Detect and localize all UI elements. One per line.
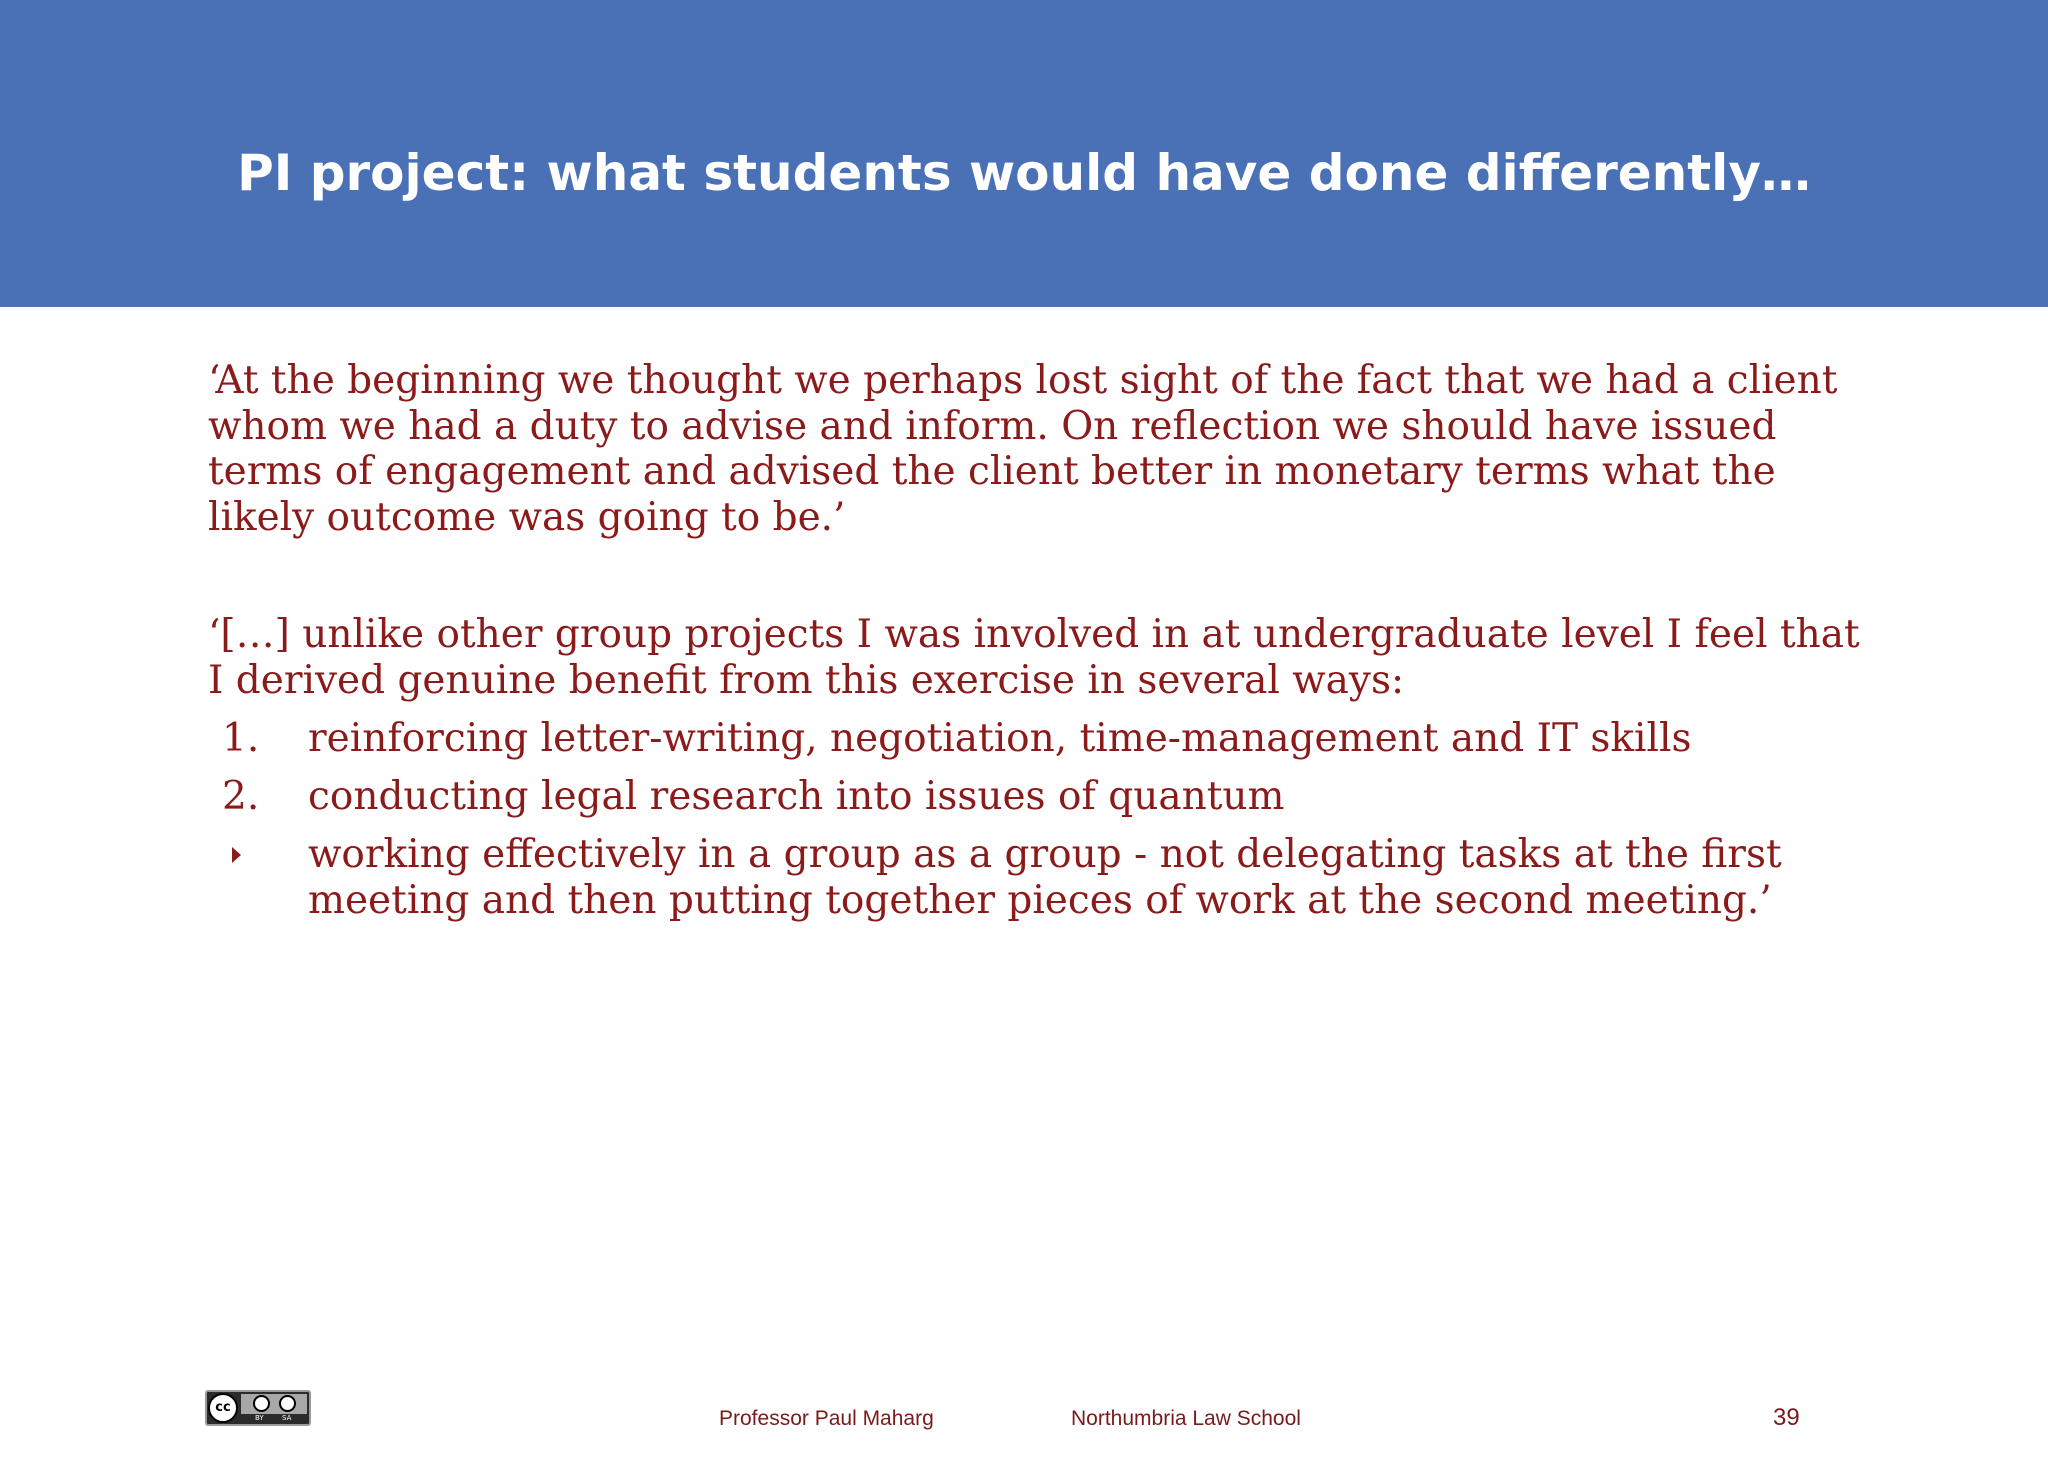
page-number: 39: [1773, 1404, 1800, 1431]
slide-title: PI project: what students would have done differently…: [237, 144, 1811, 202]
quote-line: I derived genuine benefit from this exercise in several ways:: [208, 657, 1405, 703]
quote-line: terms of engagement and advised the client better in monetary terms what the: [208, 449, 1776, 494]
quote-paragraph-2: [208, 612, 1988, 703]
creative-commons-license-icon: [205, 1390, 311, 1426]
cc-icon: cc: [208, 1393, 238, 1423]
attribution-icon: [253, 1395, 270, 1412]
quote-paragraph-1: [208, 358, 1988, 540]
list-item-text: reinforcing letter-writing, negotiation, time-management and IT skills: [308, 716, 1692, 761]
quote-line: whom we had a duty to advise and inform. On reflection we should have issued: [208, 403, 1777, 449]
by-label: BY: [255, 1414, 264, 1422]
title-banner: [0, 0, 2048, 307]
list-number: 1.: [222, 716, 260, 761]
license-panel: [241, 1394, 307, 1414]
quote-line: ‘[…] unlike other group projects I was involved in at undergraduate level I feel that: [208, 612, 1860, 657]
quote-line: likely outcome was going to be.’: [208, 494, 846, 540]
list-item-text: working effectively in a group as a group - not delegating tasks at the first: [308, 832, 1782, 877]
footer-school: Northumbria Law School: [1071, 1407, 1301, 1430]
footer-author: Professor Paul Maharg: [719, 1407, 934, 1430]
sa-label: SA: [282, 1414, 292, 1422]
list-item-text: conducting legal research into issues of quantum: [308, 774, 1285, 819]
triangle-bullet-icon: [232, 847, 241, 863]
quote-line: ‘At the beginning we thought we perhaps lost sight of the fact that we had a client: [208, 358, 1838, 403]
list-number: 2.: [222, 774, 260, 819]
list-item-text: meeting and then putting together pieces of work at the second meeting.’: [308, 877, 1772, 923]
share-alike-icon: [279, 1395, 296, 1412]
